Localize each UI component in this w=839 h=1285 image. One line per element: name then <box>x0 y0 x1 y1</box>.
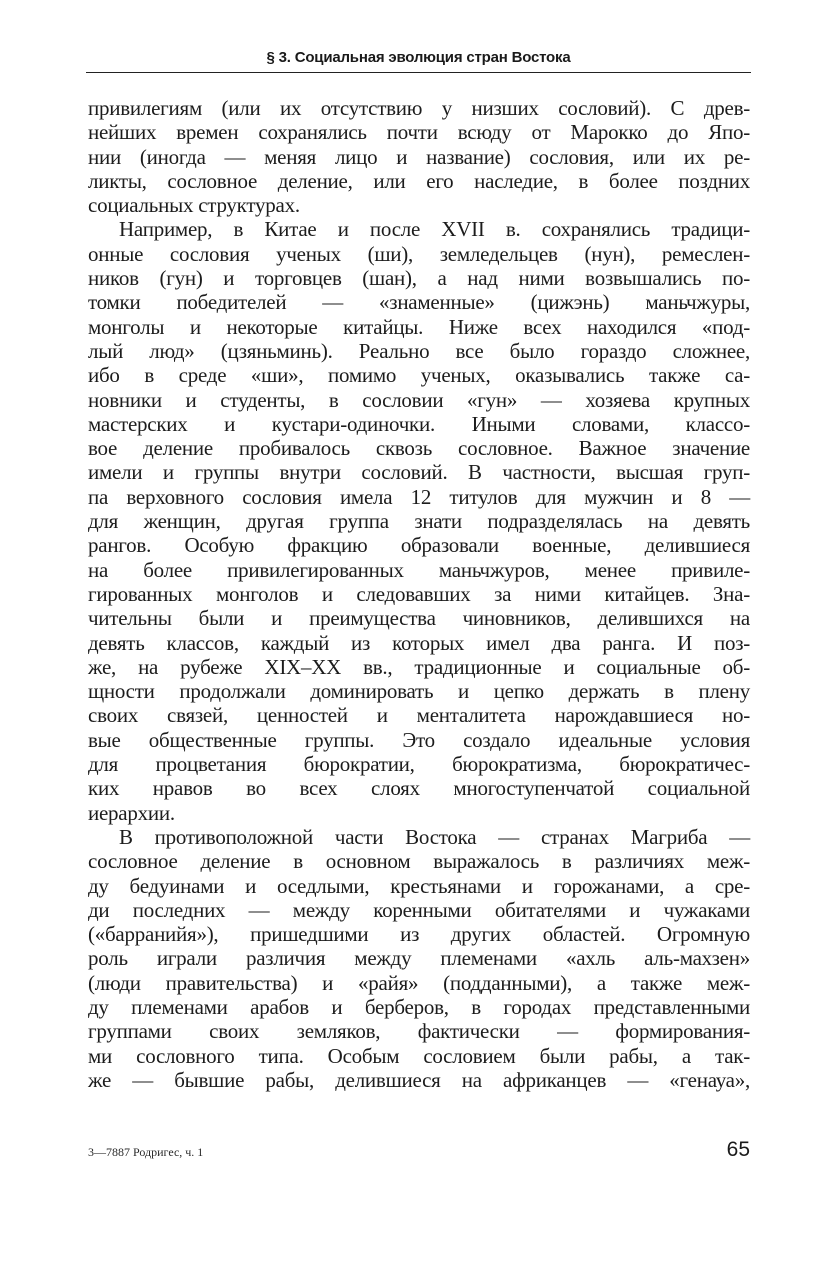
text-line: ликты, сословное деление, или его наследие, в более поздних <box>88 168 750 193</box>
running-head: § 3. Социальная эволюция стран Востока <box>266 49 571 66</box>
text-line: иерархии. <box>88 800 175 825</box>
printer-signature: 3—7887 Родригес, ч. 1 <box>88 1145 204 1159</box>
text-line: В противоположной части Востока — странах Магриба — <box>119 824 750 849</box>
text-line: («барранийя»), пришедшими из других областей. Огромную <box>88 922 750 947</box>
text-line: ду племенами арабов и берберов, в городах представленными <box>88 994 750 1019</box>
text-line: рангов. Особую фракцию образовали военные, делившиеся <box>88 533 750 558</box>
text-line: (люди правительства) и «райя» (подданными), а также меж- <box>88 970 750 995</box>
text-line: ду бедуинами и оседлыми, крестьянами и горожанами, а сре- <box>88 873 750 898</box>
text-line: лый люд» (цзяньминь). Реально все было гораздо сложнее, <box>88 338 750 363</box>
text-line: своих связей, ценностей и менталитета нарождавшиеся но- <box>88 703 750 728</box>
text-line: томки победителей — «знаменные» (цижэнь) маньчжуры, <box>88 290 750 315</box>
text-line: мастерских и кустари-одиночки. Иными словами, классо- <box>88 411 750 436</box>
text-line: гированных монголов и следовавших за ними китайцев. Зна- <box>88 581 750 606</box>
text-line: щности продолжали доминировать и цепко держать в плену <box>88 679 750 704</box>
text-line: имели и группы внутри сословий. В частности, высшая груп- <box>88 460 750 485</box>
text-line: сословное деление в основном выражалось в различиях меж- <box>88 849 750 874</box>
text-line: же — бывшие рабы, делившиеся на африканцев — «генауа», <box>88 1067 750 1092</box>
text-line: ибо в среде «ши», помимо ученых, оказывались также са- <box>88 363 750 388</box>
text-line: привилегиям (или их отсутствию у низших сословий). С древ- <box>88 96 750 120</box>
text-line: роль играли различия между племенами «ахль аль-махзен» <box>88 946 750 971</box>
text-line: для женщин, другая группа знати подразделялась на девять <box>88 509 750 534</box>
text-line: ди последних — между коренными обитателями и чужаками <box>88 897 750 922</box>
text-line: же, на рубеже XIX–XX вв., традиционные и социальные об- <box>88 654 750 679</box>
text-line: для процветания бюрократии, бюрократизма, бюрократичес- <box>88 752 750 777</box>
text-line: ми сословного типа. Особым сословием были рабы, а так- <box>88 1043 750 1068</box>
text-line: новники и студенты, в сословии «гун» — хозяева крупных <box>88 387 750 412</box>
text-line: группами своих земляков, фактически — формирования- <box>88 1019 750 1044</box>
body-text <box>88 96 750 1092</box>
header-rule <box>86 72 751 73</box>
text-line: вые общественные группы. Это создало идеальные условия <box>88 727 750 752</box>
text-line: ников (гун) и торговцев (шан), а над ними возвышались по- <box>88 266 750 291</box>
text-line: монголы и некоторые китайцы. Ниже всех находился «под- <box>88 314 750 339</box>
text-line: нейших времен сохранялись почти всюду от Марокко до Япо- <box>88 120 750 145</box>
text-line: социальных структурах. <box>88 193 300 218</box>
text-line: на более привилегированных маньчжуров, менее привиле- <box>88 557 750 582</box>
text-line: нии (иногда — меняя лицо и название) сословия, или их ре- <box>88 144 750 169</box>
text-line: па верховного сословия имела 12 титулов для мужчин и 8 — <box>88 484 750 509</box>
text-line: вое деление пробивалось сквозь сословное. Важное значение <box>88 436 750 461</box>
page-number: 65 <box>726 1138 750 1161</box>
text-line: чительны были и преимущества чиновников, делившихся на <box>88 606 750 631</box>
text-line: девять классов, каждый из которых имел два ранга. И поз- <box>88 630 750 655</box>
text-line: ких нравов во всех слоях многоступенчатой социальной <box>88 776 750 801</box>
text-line: онные сословия ученых (ши), земледельцев (нун), ремеслен- <box>88 241 750 266</box>
text-line: Например, в Китае и после XVII в. сохранялись традици- <box>119 217 750 242</box>
